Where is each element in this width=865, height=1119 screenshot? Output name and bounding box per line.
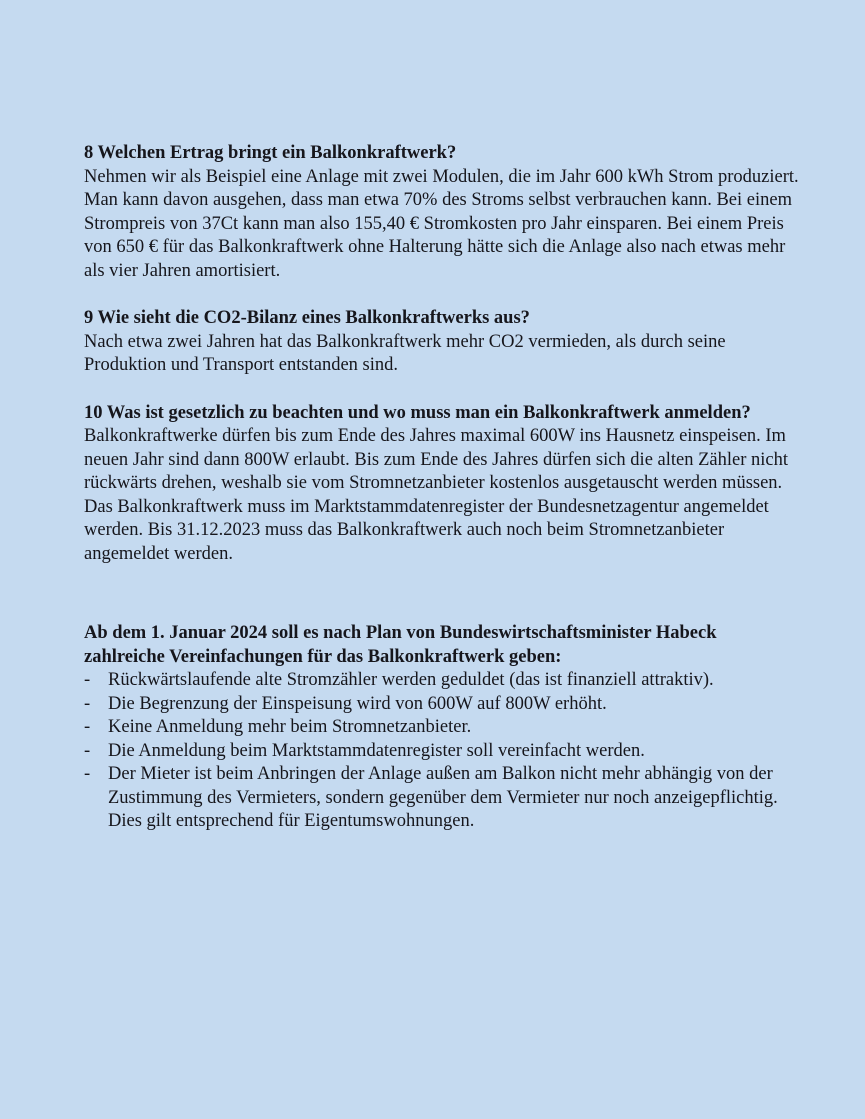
section-ertrag [84,142,804,283]
section-heading: 9 Wie sieht die CO2-Bilanz eines Balkonkraftwerks aus? [84,308,530,328]
section-heading: 10 Was ist gesetzlich zu beachten und wo muss man ein Balkonkraftwerk anmelden? [84,402,751,423]
bullet-dash: - [84,670,91,690]
document-page [84,142,804,834]
outlook-section [84,622,804,834]
bullet-dash: - [84,740,91,761]
section-paragraph: Nach etwa zwei Jahren hat das Balkonkraftwerk mehr CO2 vermieden, als durch seine Produktion und Transport entstanden sind. [84,331,726,375]
section-co2-bilanz [84,307,804,378]
section-paragraph: Nehmen wir als Beispiel eine Anlage mit zwei Modulen, die im Jahr 600 kWh Strom produziert. Man kann davon ausgehen, dass man etwa 70% des Stroms selbst verbrauchen kann. Bei einem Strompreis von 37Ct kann man also 155,40 € Stromkosten pro Jahr einsparen. Bei einem Preis von 650 € für das Balkonkraftwerk ohne Halterung hätte sich die Anlage also nach etwas mehr als vier Jahren amortisiert. [84,166,799,281]
bullet-dash: - [84,764,91,784]
section-paragraph: Balkonkraftwerke dürfen bis zum Ende des Jahres maximal 600W ins Hausnetz einspeisen. Im neuen Jahr sind dann 800W erlaubt. Bis zum Ende des Jahres dürfen sich die alten Zähler nicht rückwärts drehen, weshalb sie vom Stromnetzanbieter kostenlos ausgetauscht werden müssen. [84,426,788,493]
list-item: - Die Begrenzung der Einspeisung wird von 600W auf 800W erhöht. [84,693,804,717]
bullet-dash: - [84,717,91,737]
outlook-intro: Ab dem 1. Januar 2024 soll es nach Plan von Bundeswirtschaftsminister Habeck zahlreiche Vereinfachungen für das Balkonkraftwerk geben: [84,623,717,667]
list-item: - Rückwärtslaufende alte Stromzähler werden geduldet (das ist finanziell attraktiv). [84,669,804,693]
section-paragraph: Das Balkonkraftwerk muss im Marktstammdatenregister der Bundesnetzagentur angemeldet werden. Bis 31.12.2023 muss das Balkonkraftwerk auch noch beim Stromnetzanbieter angemeldet werden. [84,496,769,564]
section-heading: 8 Welchen Ertrag bringt ein Balkonkraftwerk? [84,143,457,163]
list-item: - Der Mieter ist beim Anbringen der Anlage außen am Balkon nicht mehr abhängig von der Zustimmung des Vermieters, sondern gegenüber dem Vermieter nur noch anzeigepflichtig. Dies gilt entsprechend für Eigentumswohnungen. [84,764,778,831]
list-item: - Keine Anmeldung mehr beim Stromnetzanbieter. [84,716,804,740]
bullet-dash: - [84,693,91,714]
list-item: - Die Anmeldung beim Marktstammdatenregister soll vereinfacht werden. [84,740,804,764]
outlook-list [84,669,804,834]
section-gesetzliches [84,402,804,567]
